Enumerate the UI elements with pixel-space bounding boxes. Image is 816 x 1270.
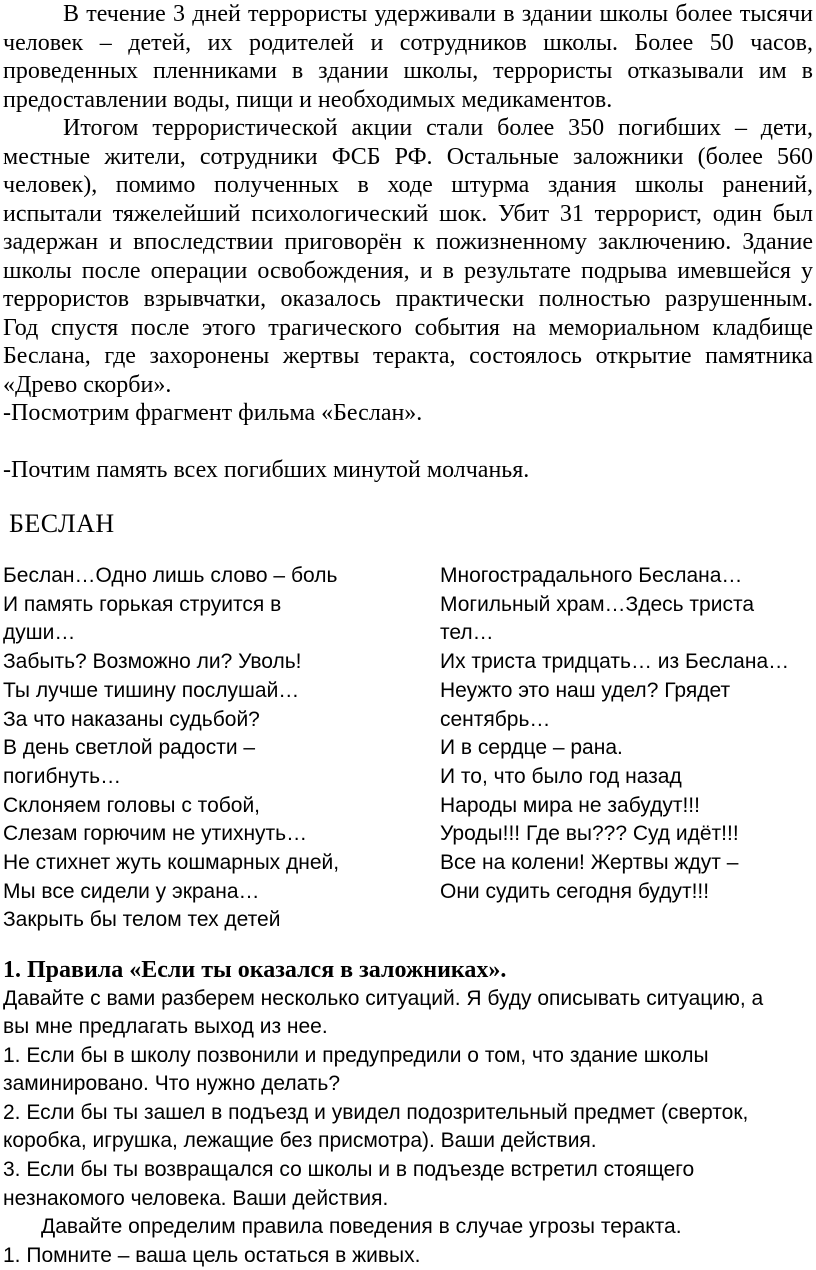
poem-line: Слезам горючим не утихнуть… (3, 822, 308, 846)
poem-left-column (3, 562, 413, 935)
paragraph-line: испытали тяжелейший психологический шок. Убит 31 террорист, один был (3, 200, 813, 227)
paragraph-line: человек), помимо полученных в ходе штурма здания школы ранений, (3, 172, 813, 198)
poem-line: Могильный храм…Здесь триста (440, 592, 755, 616)
rules-first-rule: 1. Помните – ваша цель остаться в живых. (3, 1243, 421, 1267)
rules-line: заминировано. Что нужно делать? (3, 1072, 341, 1096)
film-line: -Посмотрим фрагмент фильма «Беслан». (3, 400, 423, 426)
paragraph-line: предоставлении воды, пищи и необходимых медикаментов. (3, 86, 613, 113)
paragraph-line: «Древо скорби». (3, 371, 172, 398)
poem-line: Их триста тридцать… из Беслана… (440, 650, 790, 674)
paragraph-line: проведенных пленниками в здании школы, террористы отказывали им в (3, 58, 813, 84)
paragraph-line: человек – детей, их родителей и сотрудников школы. Более 50 часов, (3, 29, 813, 56)
paragraph-line: задержан и впоследствии приговорён к пожизненному заключению. Здание (3, 229, 813, 255)
intro-paragraph-1 (3, 0, 813, 114)
poem-line: И то, что было год назад (440, 764, 682, 788)
poem-line: За что наказаны судьбой? (3, 707, 260, 731)
poem-line: Мы все сидели у экрана… (3, 879, 260, 903)
silence-line: -Почтим память всех погибших минутой молчанья. (3, 456, 530, 483)
paragraph-line: Беслана, где захоронены жертвы теракта, состоялось открытие памятника (3, 343, 813, 369)
poem-line: сентябрь… (440, 707, 551, 731)
poem-line: Склоняем головы с тобой, (3, 793, 261, 817)
rules-line: 3. Если бы ты возвращался со школы и в подъезде встретил стоящего (3, 1158, 695, 1182)
paragraph-line: террористов взрывчатки, оказалось практически полностью разрушенным. (3, 286, 813, 312)
rules-line: незнакомого человека. Ваши действия. (3, 1186, 389, 1210)
poem-line: Не стихнет жуть кошмарных дней, (3, 851, 340, 875)
poem-title: БЕСЛАН (9, 509, 115, 538)
rules-line: 1. Если бы в школу позвонили и предупредили о том, что здание школы (3, 1043, 709, 1067)
rules-line: вы мне предлагать выход из нее. (3, 1015, 328, 1039)
rules-line: 2. Если бы ты зашел в подъезд и увидел подозрительный предмет (сверток, (3, 1100, 749, 1124)
poem (3, 562, 813, 932)
rules-line: коробка, игрушка, лежащие без присмотра). Ваши действия. (3, 1129, 597, 1153)
poem-line: Многострадального Беслана… (440, 564, 743, 587)
intro-paragraph-2 (3, 114, 813, 399)
poem-line: души… (3, 621, 76, 645)
rules-line: Давайте с вами разберем несколько ситуаций. Я буду описывать ситуацию, а (3, 986, 764, 1010)
poem-line: Забыть? Возможно ли? Уволь! (3, 650, 302, 674)
paragraph-line: местные жители, сотрудники ФСБ РФ. Остальные заложники (более 560 (3, 143, 813, 170)
rules-lines (3, 985, 813, 1214)
rules-section (3, 956, 813, 1270)
poem-line: И память горькая струится в (3, 592, 282, 616)
poem-line: Ты лучше тишину послушай… (3, 678, 300, 702)
spacer (3, 428, 813, 456)
poem-line: Закрыть бы телом тех детей (3, 908, 281, 932)
poem-line: Беслан…Одно лишь слово – боль (3, 564, 338, 587)
poem-line: тел… (440, 621, 494, 645)
poem-line: Уроды!!! Где вы??? Суд идёт!!! (440, 822, 739, 846)
paragraph-line: школы после операции освобождения, и в результате подрыва имевшейся у (3, 257, 813, 284)
poem-line: Все на колени! Жертвы ждут – (440, 851, 739, 875)
paragraph-line: В течение 3 дней террористы удерживали в здании школы более тысячи (63, 1, 813, 27)
rules-define-line: Давайте определим правила поведения в случае угрозы теракта. (41, 1215, 682, 1239)
poem-right-column (440, 562, 816, 906)
poem-line: Неужто это наш удел? Грядет (440, 678, 731, 702)
paragraph-line: Год спустя после этого трагического события на мемориальном кладбище (3, 314, 813, 341)
rules-title: 1. Правила «Если ты оказался в заложниках». (3, 957, 507, 983)
document-page (3, 0, 813, 1270)
poem-line: Они судить сегодня будут!!! (440, 879, 710, 903)
poem-line: В день светлой радости – (3, 736, 256, 760)
poem-line: И в сердце – рана. (440, 736, 623, 760)
poem-line: Народы мира не забудут!!! (440, 793, 700, 817)
poem-line: погибнуть… (3, 764, 122, 788)
paragraph-line: Итогом террористической акции стали более 350 погибших – дети, (63, 115, 813, 141)
